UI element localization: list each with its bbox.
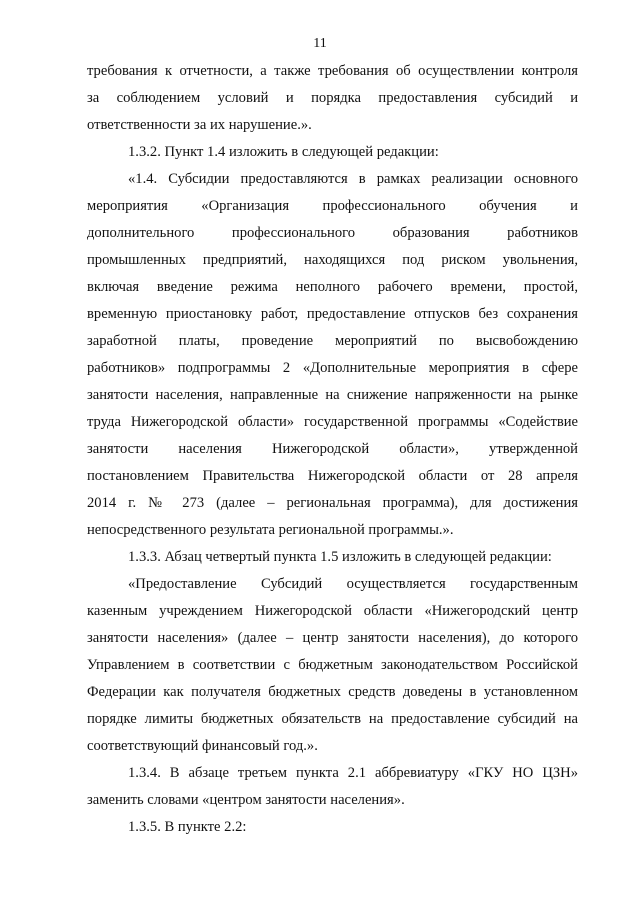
- text-line: непосредственного результата региональной программы.».: [87, 522, 454, 538]
- text-line: труда Нижегородской области» государственной программы «Содействие: [87, 414, 578, 430]
- text-line: «Предоставление Субсидий осуществляется государственным: [128, 576, 578, 592]
- text-line: работников» подпрограммы 2 «Дополнительные мероприятия в сфере: [87, 360, 578, 376]
- text-line: 1.3.4. В абзаце третьем пункта 2.1 аббревиатуру «ГКУ НО ЦЗН»: [128, 765, 578, 781]
- text-line: 2014 г. № 273 (далее – региональная программа), для достижения: [87, 495, 578, 511]
- text-line: Управлением в соответствии с бюджетным законодательством Российской: [87, 657, 578, 673]
- text-line: занятости населения, направленные на снижение напряженности на рынке: [87, 387, 578, 403]
- text-line: мероприятия «Организация профессионального обучения и: [87, 198, 578, 214]
- text-line: заработной платы, проведение мероприятий по высвобождению: [87, 333, 578, 349]
- text-line: «1.4. Субсидии предоставляются в рамках реализации основного: [128, 171, 578, 187]
- text-line: ответственности за их нарушение.».: [87, 117, 312, 133]
- text-line: 1.3.2. Пункт 1.4 изложить в следующей редакции:: [128, 144, 439, 160]
- text-line: заменить словами «центром занятости населения».: [87, 792, 405, 808]
- text-line: казенным учреждением Нижегородской области «Нижегородский центр: [87, 603, 578, 619]
- page-number: 11: [313, 36, 327, 51]
- text-line: 1.3.5. В пункте 2.2:: [128, 819, 247, 835]
- text-line: 1.3.3. Абзац четвертый пункта 1.5 изложить в следующей редакции:: [128, 549, 552, 565]
- text-line: промышленных предприятий, находящихся под риском увольнения,: [87, 252, 578, 268]
- text-line: за соблюдением условий и порядка предоставления субсидий и: [87, 90, 578, 106]
- text-line: включая введение режима неполного рабочего времени, простой,: [87, 279, 578, 295]
- text-line: занятости населения» (далее – центр занятости населения), до которого: [87, 630, 578, 646]
- text-line: порядке лимиты бюджетных обязательств на предоставление субсидий на: [87, 711, 578, 727]
- text-line: дополнительного профессионального образования работников: [87, 225, 578, 241]
- text-line: Федерации как получателя бюджетных средств доведены в установленном: [87, 684, 578, 700]
- text-line: занятости населения Нижегородской области», утвержденной: [87, 441, 578, 457]
- text-line: требования к отчетности, а также требования об осуществлении контроля: [87, 63, 578, 79]
- text-line: постановлением Правительства Нижегородской области от 28 апреля: [87, 468, 578, 484]
- text-line: временную приостановку работ, предоставление отпусков без сохранения: [87, 306, 578, 322]
- text-line: соответствующий финансовый год.».: [87, 738, 318, 754]
